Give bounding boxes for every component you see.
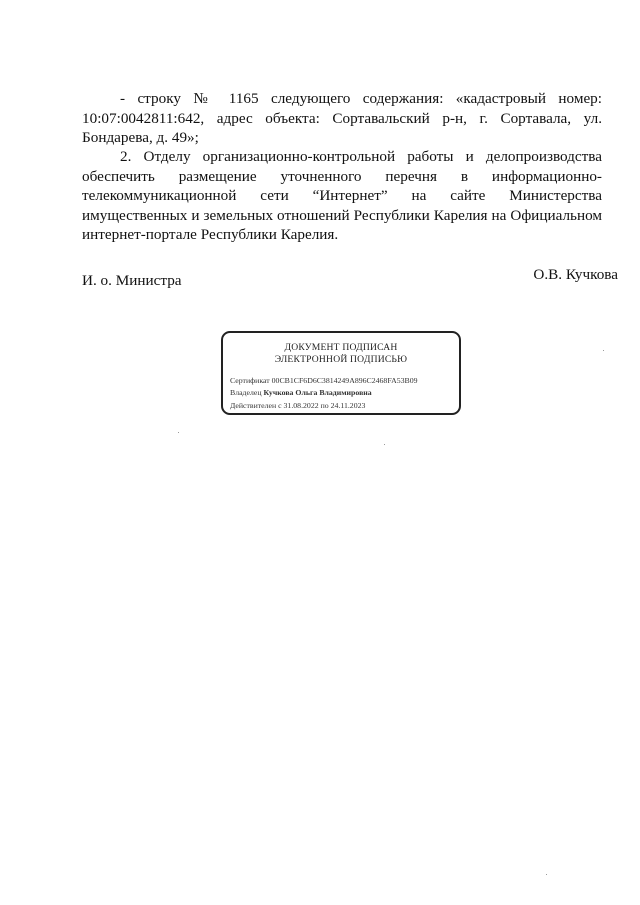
signer-title: И. о. Министра bbox=[82, 272, 182, 289]
paragraph-cadastral-line: - строку № 1165 следующего содержания: «кадастровый номер: 10:07:0042811:642, адрес объекта: Сортавальский р-н, г. Сортавала, ул. Бондарева, д. 49»; bbox=[82, 90, 602, 146]
valid-from: 31.08.2022 bbox=[283, 401, 319, 410]
scan-speck bbox=[384, 444, 385, 445]
electronic-signature-stamp bbox=[221, 331, 461, 415]
stamp-certificate-line bbox=[230, 376, 418, 386]
owner-value: Кучкова Ольга Владимировна bbox=[263, 388, 372, 397]
certificate-label: Сертификат bbox=[230, 376, 270, 385]
stamp-owner-line bbox=[230, 388, 372, 398]
valid-to: 24.11.2023 bbox=[330, 401, 366, 410]
scan-speck bbox=[178, 432, 179, 433]
scan-speck bbox=[603, 350, 604, 351]
paragraph-publication-order: 2. Отделу организационно-контрольной работы и делопроизводства обеспечить размещение уточненного перечня в информационно-телекоммуникационной сети “Интернет” на сайте Министерства имущественных и земельных отношений Республики Карелия на Официальном интернет-портале Республики Карелия. bbox=[82, 148, 602, 243]
owner-label: Владелец bbox=[230, 388, 262, 397]
scan-speck bbox=[546, 874, 547, 875]
stamp-heading-line-2: ЭЛЕКТРОННОЙ ПОДПИСЬЮ bbox=[274, 354, 408, 365]
stamp-validity-line bbox=[230, 401, 365, 411]
signer-name: О.В. Кучкова bbox=[533, 266, 618, 283]
stamp-heading-line-1: ДОКУМЕНТ ПОДПИСАН bbox=[284, 342, 398, 353]
valid-to-label: по bbox=[320, 401, 329, 410]
stamp-heading bbox=[223, 342, 459, 366]
certificate-value: 00CB1CF6D6C3814249A896C2468FA53B09 bbox=[271, 376, 418, 385]
valid-label: Действителен с bbox=[230, 401, 282, 410]
